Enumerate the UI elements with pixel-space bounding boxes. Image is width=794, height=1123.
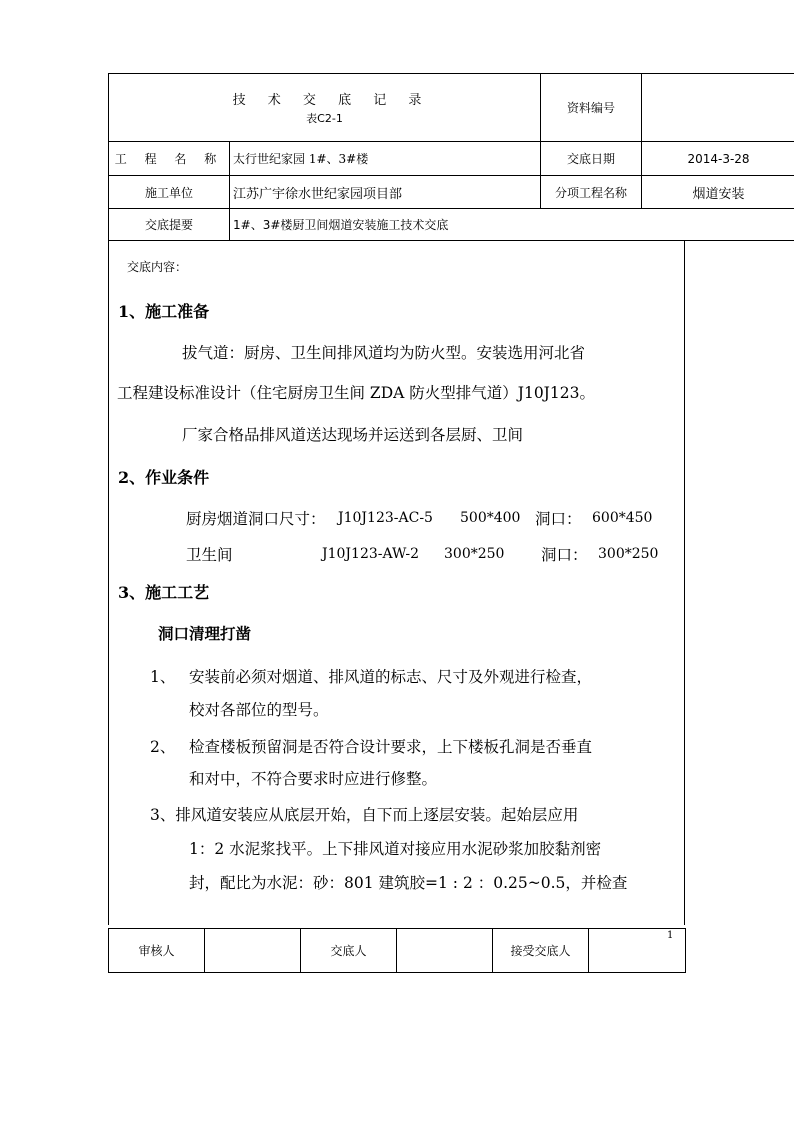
content-intro: 交底内容： <box>127 260 188 274</box>
header-table <box>108 73 794 241</box>
item-1-line-a: 安装前必须对烟道、排风道的标志、尺寸及外观进行检查， <box>189 668 593 686</box>
item-3-line-a: 3、排风道安装应从底层开始，自下而上逐层安装。起始层应用 <box>150 806 579 824</box>
bathroom-flue-label: 卫生间 <box>186 546 233 564</box>
summary-label: 交底提要 <box>109 209 230 241</box>
bathroom-flue-code: J10J123-AW-2 <box>322 546 420 562</box>
section-2-heading: 2、作业条件 <box>118 468 210 487</box>
kitchen-flue-size: 500*400 <box>460 510 521 526</box>
section-3-heading: 3、施工工艺 <box>118 583 210 602</box>
project-name-label: 工 程 名 称 <box>109 142 230 176</box>
page-number: 1 <box>667 930 674 941</box>
bathroom-hole-size: 300*250 <box>598 546 659 562</box>
item-2-number: 2、 <box>150 738 176 756</box>
kitchen-hole-size: 600*450 <box>592 510 653 526</box>
bathroom-flue-size: 300*250 <box>444 546 505 562</box>
section-1-para-1a: 拔气道：厨房、卫生间排风道均为防火型。安装选用河北省 <box>182 344 586 362</box>
reviewer-label: 审核人 <box>109 929 205 973</box>
kitchen-hole-label: 洞口： <box>535 510 582 528</box>
contractor-value: 江苏广宇徐水世纪家园项目部 <box>230 176 541 209</box>
item-2-line-b: 和对中，不符合要求时应进行修整。 <box>189 770 438 788</box>
project-name-value: 太行世纪家园 1#、3#楼 <box>230 142 541 176</box>
subitem-label: 分项工程名称 <box>541 176 642 209</box>
kitchen-flue-code: J10J123-AC-5 <box>338 510 433 526</box>
bathroom-hole-label: 洞口： <box>541 546 588 564</box>
section-1-para-1b: 工程建设标准设计（住宅厨房卫生间 ZDA 防火型排气道）J10J123。 <box>117 384 595 402</box>
document-title: 技 术 交 底 记 录 <box>232 93 431 108</box>
subitem-value: 烟道安装 <box>642 176 794 209</box>
receiver-label: 接受交底人 <box>493 929 589 973</box>
signature-table <box>108 928 686 973</box>
item-2-line-a: 检查楼板预留洞是否符合设计要求，上下楼板孔洞是否垂直 <box>189 738 593 756</box>
item-1-line-b: 校对各部位的型号。 <box>189 701 329 719</box>
section-3-subheading: 洞口清理打凿 <box>158 624 252 643</box>
form-number: 表C2-1 <box>306 112 343 125</box>
disclosure-date-value: 2014-3-28 <box>642 142 794 176</box>
discloser-value <box>397 929 493 973</box>
discloser-label: 交底人 <box>301 929 397 973</box>
section-1-para-2: 厂家合格品排风道送达现场并运送到各层厨、卫间 <box>182 426 524 444</box>
reviewer-value <box>205 929 301 973</box>
section-1-heading: 1、施工准备 <box>118 302 210 321</box>
disclosure-date-label: 交底日期 <box>541 142 642 176</box>
summary-value: 1#、3#楼厨卫间烟道安装施工技术交底 <box>230 209 794 241</box>
title-cell <box>109 74 541 142</box>
receiver-value <box>589 929 686 973</box>
doc-no-value <box>642 74 794 142</box>
item-3-line-c: 封，配比为水泥：砂：801 建筑胶=1 : 2 ：0.25~0.5，并检查 <box>189 874 628 892</box>
item-1-number: 1、 <box>150 668 176 686</box>
contractor-label: 施工单位 <box>109 176 230 209</box>
item-3-line-b: 1：2 水泥浆找平。上下排风道对接应用水泥砂浆加胶黏剂密 <box>189 840 602 858</box>
doc-no-label: 资料编号 <box>541 74 642 142</box>
kitchen-flue-label: 厨房烟道洞口尺寸： <box>186 510 326 528</box>
